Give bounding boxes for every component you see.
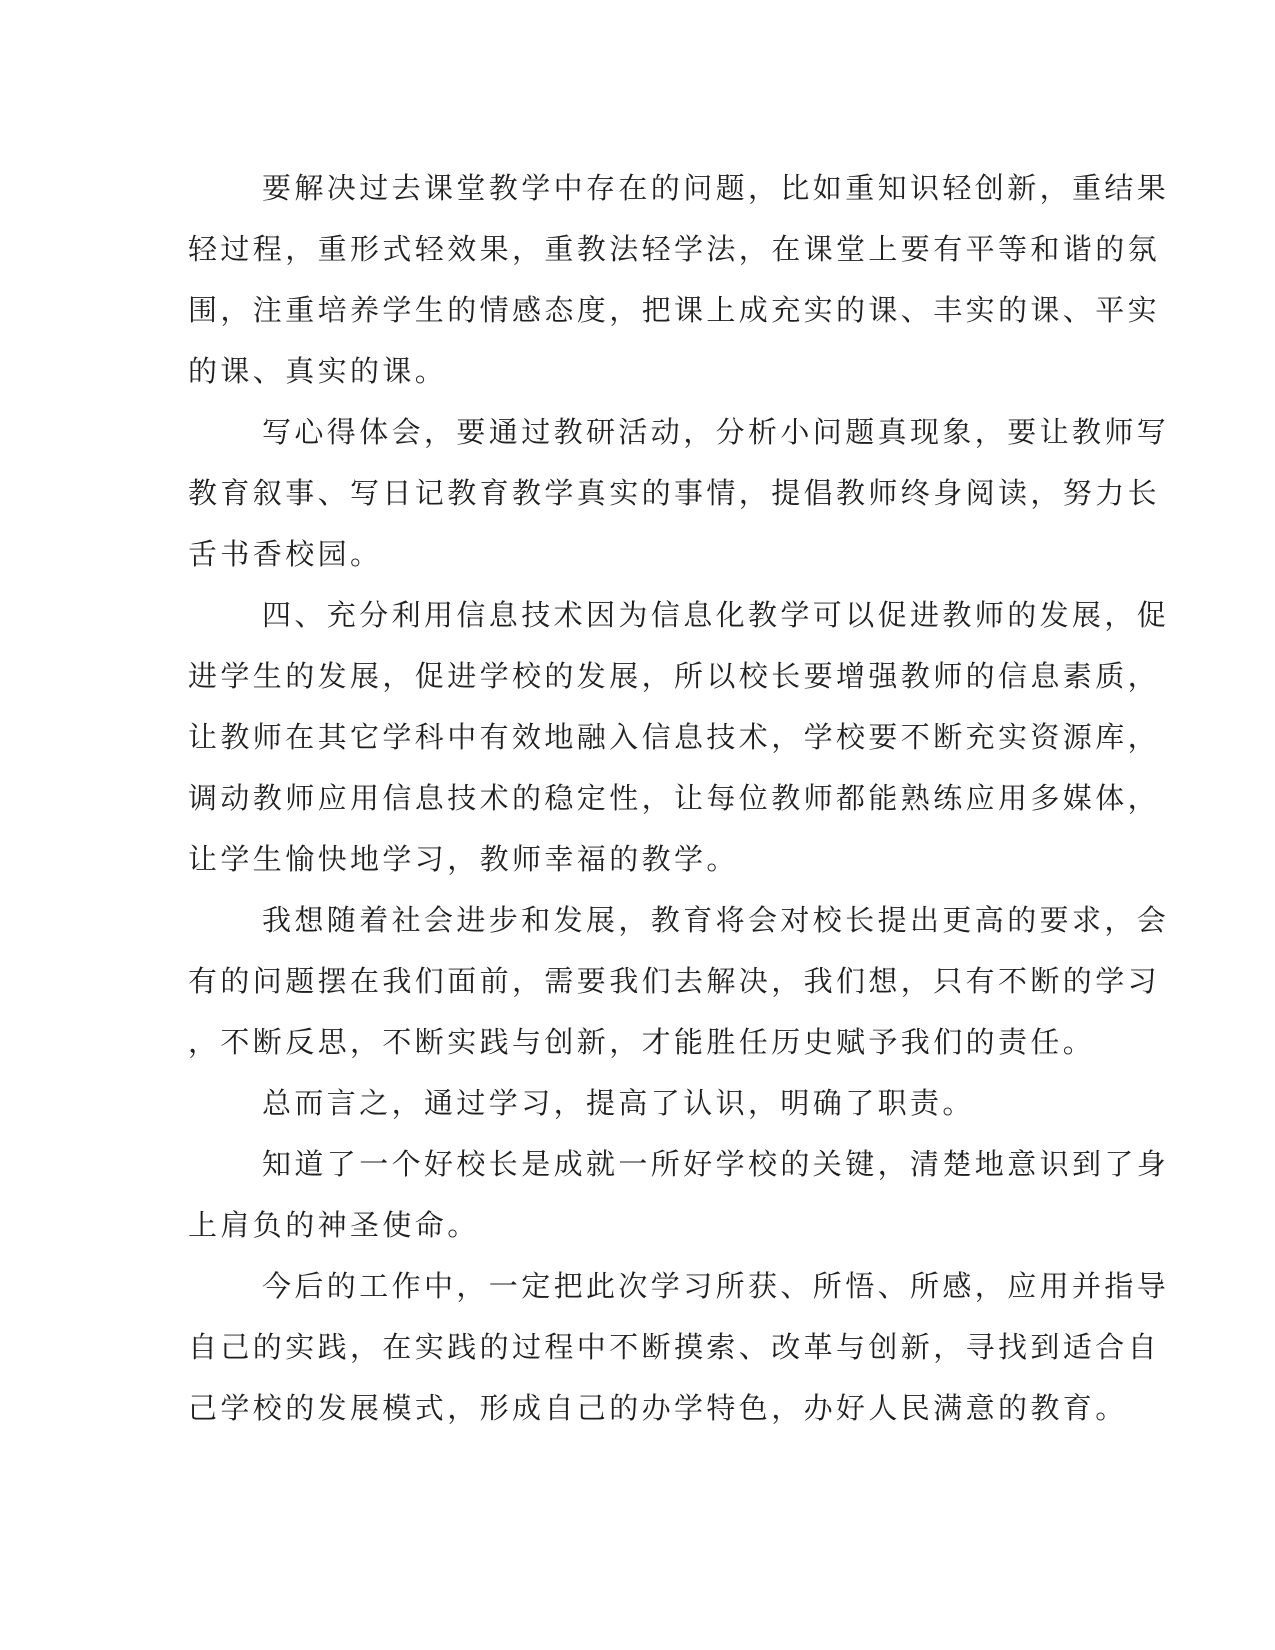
- paragraph-line: 四、充分利用信息技术因为信息化教学可以促进教师的发展，促: [262, 598, 1170, 632]
- paragraph-line: 让学生愉快地学习，教师幸福的教学。: [188, 842, 739, 876]
- paragraph-line: 教育叙事、写日记教育教学真实的事情，提倡教师终身阅读，努力长: [188, 476, 1161, 510]
- paragraph-line: 围，注重培养学生的情感态度，把课上成充实的课、丰实的课、平实: [188, 293, 1161, 327]
- paragraph-principal-role: [188, 1134, 1170, 1256]
- paragraph-line: 我想随着社会进步和发展，教育将会对校长提出更高的要求，会: [262, 903, 1170, 937]
- paragraph-line: 知道了一个好校长是成就一所好学校的关键，清楚地意识到了身: [262, 1147, 1170, 1181]
- paragraph-reflections: [188, 402, 1170, 585]
- paragraph-line: 自己的实践，在实践的过程中不断摸索、改革与创新，寻找到适合自: [188, 1330, 1161, 1364]
- paragraph-line: 舌书香校园。: [188, 537, 383, 571]
- paragraph-line: 进学生的发展，促进学校的发展，所以校长要增强教师的信息素质，: [188, 659, 1161, 693]
- paragraph-line: 有的问题摆在我们面前，需要我们去解决，我们想，只有不断的学习: [188, 964, 1161, 998]
- paragraph-summary: [188, 1073, 1076, 1134]
- paragraph-line: 上肩负的神圣使命。: [188, 1208, 480, 1242]
- paragraph-line: 总而言之，通过学习，提高了认识，明确了职责。: [262, 1086, 975, 1120]
- paragraph-future-requirements: [188, 890, 1170, 1073]
- paragraph-information-technology: [188, 585, 1170, 890]
- paragraph-line: 让教师在其它学科中有效地融入信息技术，学校要不断充实资源库，: [188, 720, 1161, 754]
- paragraph-line: ，不断反思，不断实践与创新，才能胜任历史赋予我们的责任。: [188, 1025, 1096, 1059]
- paragraph-line: 写心得体会，要通过教研活动，分析小问题真现象，要让教师写: [262, 415, 1170, 449]
- document-body: [188, 158, 1170, 1439]
- paragraph-line: 己学校的发展模式，形成自己的办学特色，办好人民满意的教育。: [188, 1391, 1128, 1425]
- paragraph-classroom-problems: [188, 158, 1170, 402]
- paragraph-future-work: [188, 1256, 1170, 1439]
- paragraph-line: 要解决过去课堂教学中存在的问题，比如重知识轻创新，重结果: [262, 171, 1170, 205]
- paragraph-line: 的课、真实的课。: [188, 354, 448, 388]
- paragraph-line: 轻过程，重形式轻效果，重教法轻学法，在课堂上要有平等和谐的氛: [188, 232, 1161, 266]
- paragraph-line: 今后的工作中，一定把此次学习所获、所悟、所感，应用并指导: [262, 1269, 1170, 1303]
- paragraph-line: 调动教师应用信息技术的稳定性，让每位教师都能熟练应用多媒体，: [188, 781, 1161, 815]
